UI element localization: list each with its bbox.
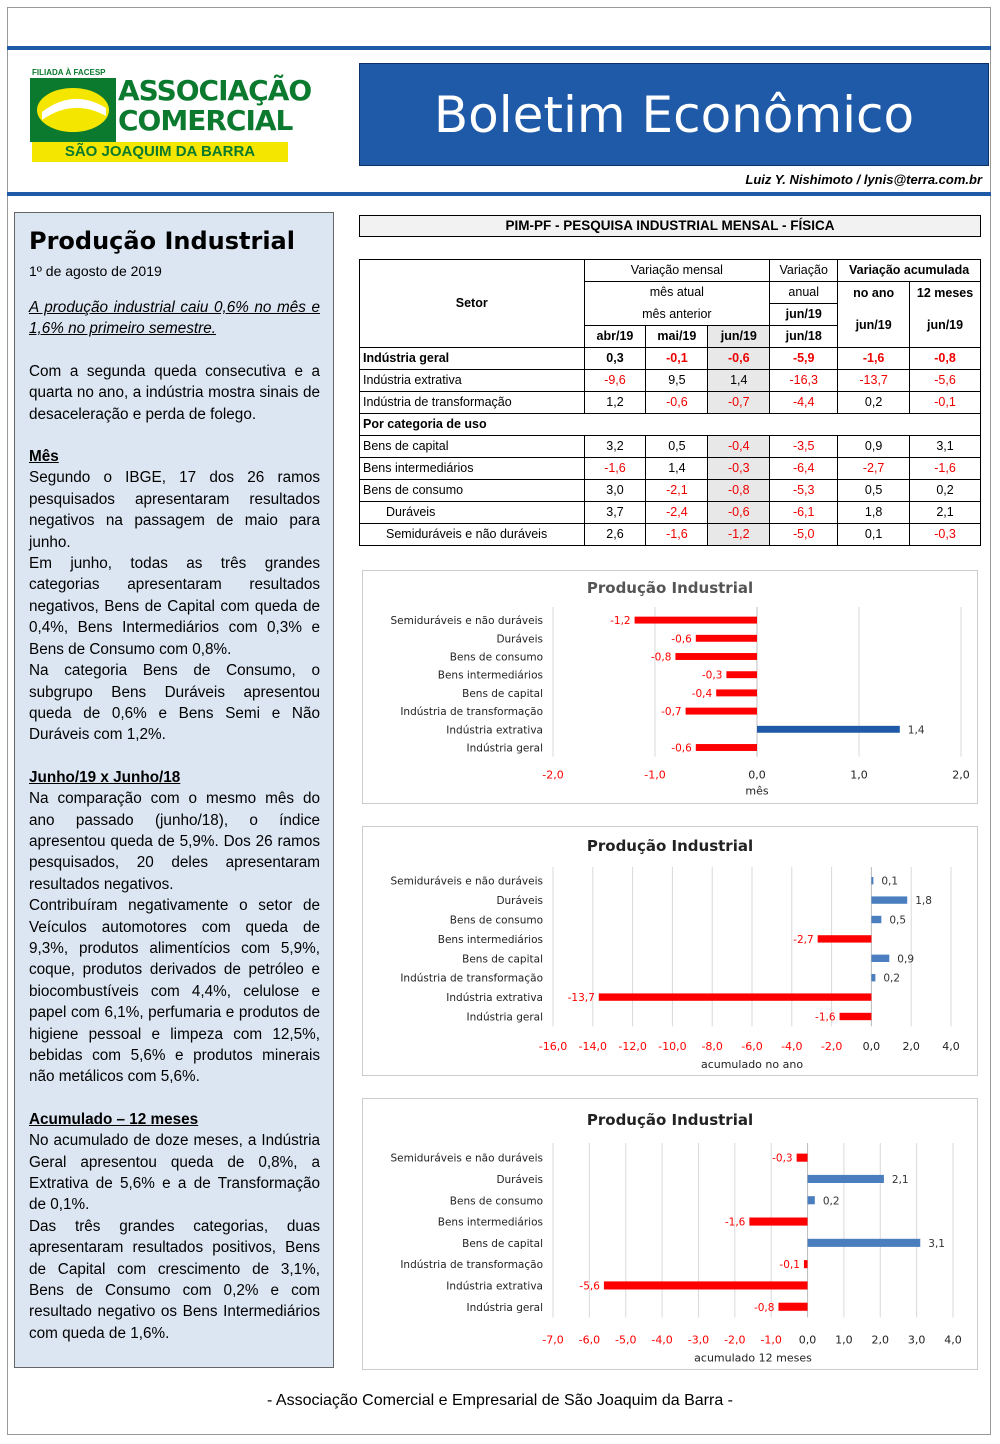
footer-text: - Associação Comercial e Empresarial de São Joaquim da Barra - (267, 1392, 733, 1409)
row-value: -13,7 (838, 370, 910, 392)
data-label: -1,2 (610, 615, 631, 628)
tick-label: 0,0 (748, 768, 766, 782)
row-sector-name: Duráveis (360, 502, 585, 524)
header-var-mensal: Variação mensal (584, 260, 770, 282)
data-label: 0,5 (889, 914, 907, 927)
logo-emblem-icon (30, 78, 116, 142)
row-value: -5,9 (770, 348, 838, 370)
table-row (360, 436, 981, 458)
chart-bar (818, 935, 872, 942)
row-value: 9,5 (646, 370, 708, 392)
row-value: -0,1 (910, 392, 981, 414)
row-value: -0,3 (910, 524, 981, 546)
tick-label: -7,0 (542, 1333, 564, 1347)
row-sector-name: Bens intermediários (360, 458, 585, 480)
table-row (360, 502, 981, 524)
data-label: 3,1 (928, 1237, 945, 1250)
table-row (360, 392, 981, 414)
category-label: Indústria geral (466, 1011, 543, 1024)
row-sector-name: Indústria de transformação (360, 392, 585, 414)
chart-acumulado-12m (362, 1098, 978, 1370)
association-logo (30, 66, 312, 166)
tick-label: -5,0 (614, 1333, 637, 1347)
row-value: 0,2 (838, 392, 910, 414)
category-label: Indústria de transformação (400, 706, 543, 719)
row-value: 1,2 (584, 392, 646, 414)
tick-label: -2,0 (542, 768, 564, 782)
header-12m-label: 12 meses (916, 286, 974, 300)
row-value: 0,5 (838, 480, 910, 502)
category-label: Bens de consumo (449, 651, 543, 664)
row-value: 1,8 (838, 502, 910, 524)
category-label: Indústria geral (466, 1301, 543, 1314)
chart-bar (716, 689, 757, 696)
table-row (360, 524, 981, 546)
row-value: -5,0 (770, 524, 838, 546)
row-value: 0,3 (584, 348, 646, 370)
header-anual: anual (770, 282, 838, 304)
row-value: -1,6 (646, 524, 708, 546)
data-label: -5,6 (579, 1280, 600, 1293)
tick-label: 2,0 (952, 768, 970, 782)
category-label: Indústria de transformação (400, 1259, 543, 1272)
row-value: 3,0 (584, 480, 646, 502)
header-jun18: jun/18 (770, 326, 838, 348)
header-variacao: Variação (770, 260, 838, 282)
chart-bar (696, 744, 757, 751)
x-axis-label: acumulado 12 meses (694, 1351, 812, 1365)
pim-table (359, 259, 981, 546)
section-title-12m: Acumulado – 12 meses (29, 1110, 199, 1128)
row-value: -1,6 (584, 458, 646, 480)
header-mai19: mai/19 (646, 326, 708, 348)
header-jun19-anual: jun/19 (770, 304, 838, 326)
category-label: Bens de consumo (449, 1195, 543, 1208)
header-no-ano-period: jun/19 (855, 318, 892, 332)
category-label: Bens de capital (462, 953, 543, 966)
row-value: -0,4 (708, 436, 770, 458)
chart-svg (363, 1099, 977, 1369)
article-heading: Produção Industrial (29, 227, 295, 255)
section-12m-p1: No acumulado de doze meses, a Indústria Geral apresentou queda de 0,8%, a Extrativa de 5,6% e a de Transformação de 0,1%. (29, 1132, 320, 1214)
data-label: -1,6 (724, 1216, 746, 1229)
data-label: -0,3 (701, 669, 723, 682)
logo-filiada: FILIADA À FACESP (32, 68, 106, 77)
article-date: 1º de agosto de 2019 (29, 263, 162, 279)
data-label: -0,3 (772, 1152, 793, 1165)
tick-label: 2,0 (902, 1040, 920, 1054)
row-sector-name: Indústria geral (360, 348, 585, 370)
tick-label: 2,0 (871, 1333, 890, 1347)
category-label: Semiduráveis e não duráveis (390, 1152, 543, 1165)
data-label: 1,4 (907, 724, 925, 737)
article-lead: A produção industrial caiu 0,6% no mês e 1,6% no primeiro semestre. (29, 299, 320, 338)
header-mes-atual: mês atual (584, 282, 770, 304)
tick-label: -6,0 (741, 1040, 763, 1054)
header-var-acumulada: Variação acumulada (838, 260, 981, 282)
tick-label: 3,0 (907, 1333, 926, 1347)
row-value: 1,4 (708, 370, 770, 392)
logo-city: SÃO JOAQUIM DA BARRA (32, 142, 288, 162)
x-axis-label: acumulado no ano (700, 1058, 804, 1072)
tick-label: -3,0 (687, 1333, 710, 1347)
row-value: -5,3 (770, 480, 838, 502)
tick-label: -4,0 (651, 1333, 673, 1347)
row-value: 3,2 (584, 436, 646, 458)
chart-mes (362, 570, 978, 804)
chart-svg (363, 827, 977, 1075)
tick-label: 4,0 (944, 1333, 962, 1347)
chart-title: Produção Industrial (586, 579, 754, 597)
chart-bar (808, 1175, 884, 1183)
chart-bar (840, 1013, 872, 1020)
header-abr19: abr/19 (584, 326, 646, 348)
row-value: 3,7 (584, 502, 646, 524)
tick-label: -8,0 (701, 1040, 723, 1054)
chart-bar (871, 974, 875, 981)
row-sector-name: Semiduráveis e não duráveis (360, 524, 585, 546)
category-label: Indústria extrativa (446, 1280, 543, 1293)
chart-bar (778, 1303, 807, 1311)
tick-label: -14,0 (578, 1040, 608, 1054)
category-label: Semiduráveis e não duráveis (390, 615, 543, 628)
logo-line-1: ASSOCIAÇÃO (118, 74, 312, 107)
data-label: 0,1 (881, 875, 899, 888)
row-value: 2,1 (910, 502, 981, 524)
tick-label: -2,0 (820, 1040, 843, 1054)
chart-acumulado-ano (362, 826, 978, 1076)
data-label: 0,9 (897, 953, 915, 966)
row-value: -3,5 (770, 436, 838, 458)
title-banner (359, 63, 989, 166)
header-12m-period: jun/19 (926, 318, 964, 332)
category-label: Duráveis (496, 895, 543, 908)
row-value: -4,4 (770, 392, 838, 414)
tick-label: -4,0 (781, 1040, 803, 1054)
chart-title: Produção Industrial (586, 837, 754, 855)
chart-bar (696, 635, 757, 642)
header-jun19: jun/19 (708, 326, 770, 348)
chart-bar (871, 916, 881, 923)
header-divider (7, 192, 991, 196)
header-12m (910, 282, 981, 348)
row-value: -6,4 (770, 458, 838, 480)
tick-label: 0,0 (798, 1333, 817, 1347)
row-value: -6,1 (770, 502, 838, 524)
category-label: Duráveis (496, 633, 543, 646)
row-value: 0,1 (838, 524, 910, 546)
header-setor: Setor (360, 260, 585, 348)
table-row (360, 370, 981, 392)
row-value: -2,1 (646, 480, 708, 502)
row-value: 0,9 (838, 436, 910, 458)
chart-bar (757, 726, 900, 733)
data-label: -0,6 (671, 633, 692, 646)
chart-bar (808, 1239, 921, 1247)
chart-bar (599, 993, 872, 1000)
tick-label: -10,0 (658, 1040, 687, 1054)
header-no-ano-label: no ano (853, 286, 895, 300)
section-month-p2: Em junho, todas as três grandes categorias apresentaram resultados negativos, Bens de Capital com queda de 0,4%, Bens Intermediários com 0,3% e Bens de Consumo com 0,8%. (29, 555, 320, 658)
section-yoy-p1: Na comparação com o mesmo mês do ano passado (junho/18), o índice apresentou queda de 5,9%. Dos 26 ramos pesquisados, 20 deles apresentaram resultados negativos. (29, 790, 320, 893)
tick-label: 1,0 (850, 768, 868, 782)
chart-bar (797, 1154, 808, 1162)
row-value: -1,6 (910, 458, 981, 480)
data-label: -0,7 (661, 706, 682, 719)
tick-label: 1,0 (835, 1333, 853, 1347)
row-value: -5,6 (910, 370, 981, 392)
tick-label: -2,0 (724, 1333, 746, 1347)
chart-bar (686, 708, 757, 715)
data-label: 0,2 (883, 972, 901, 985)
header-mes-anterior: mês anterior (584, 304, 770, 326)
row-value: -1,6 (838, 348, 910, 370)
table-row (360, 480, 981, 502)
category-label: Por categoria de uso (360, 414, 981, 436)
tick-label: -16,0 (538, 1040, 568, 1054)
section-month-p1: Segundo o IBGE, 17 dos 26 ramos pesquisados apresentaram resultados negativos na passagem de maio para junho. (29, 469, 320, 551)
category-label: Duráveis (496, 1173, 543, 1186)
author-credit: Luiz Y. Nishimoto / lynis@terra.com.br (745, 172, 982, 187)
x-axis-label: mês (745, 784, 769, 798)
category-label: Bens de capital (462, 1237, 543, 1250)
chart-bar (804, 1260, 808, 1268)
section-12m-p2: Das três grandes categorias, duas apresentaram resultados positivos, Bens de Capital com crescimento de 3,1%, Bens de Consumo com 0,2% e com resultado negativo os Bens Intermediários com queda de 1,6%. (29, 1217, 320, 1342)
table-title: PIM-PF - PESQUISA INDUSTRIAL MENSAL - FÍSICA (359, 215, 981, 237)
table-row (360, 458, 981, 480)
chart-bar (726, 671, 757, 678)
tick-label: -1,0 (644, 768, 666, 782)
row-value: 1,4 (646, 458, 708, 480)
top-divider (7, 46, 991, 50)
row-value: -9,6 (584, 370, 646, 392)
tick-label: -6,0 (578, 1333, 601, 1347)
data-label: 1,8 (915, 895, 932, 908)
row-sector-name: Bens de consumo (360, 480, 585, 502)
chart-bar (749, 1218, 807, 1226)
section-month-p3: Na categoria Bens de Consumo, o subgrupo Bens Duráveis apresentou queda de 0,6% e Bens Semi e Não Duráveis com 1,2%. (29, 662, 320, 744)
section-title-yoy: Junho/19 x Junho/18 (29, 768, 181, 786)
chart-bar (808, 1196, 815, 1204)
row-value: -0,3 (708, 458, 770, 480)
category-label: Semiduráveis e não duráveis (390, 875, 543, 888)
chart-bar (635, 617, 757, 624)
row-value: -0,6 (646, 392, 708, 414)
row-value: -0,1 (646, 348, 708, 370)
data-label: -0,6 (671, 742, 692, 755)
category-label: Bens intermediários (437, 1216, 543, 1229)
row-sector-name: Indústria extrativa (360, 370, 585, 392)
chart-bar (604, 1281, 808, 1289)
row-value: -2,7 (838, 458, 910, 480)
category-label: Indústria extrativa (446, 724, 543, 737)
row-value: -0,7 (708, 392, 770, 414)
data-label: -0,1 (779, 1259, 800, 1272)
table-row (360, 348, 981, 370)
tick-label: -12,0 (618, 1040, 647, 1054)
row-value: -2,4 (646, 502, 708, 524)
chart-svg (363, 571, 977, 803)
data-label: -1,6 (815, 1011, 836, 1024)
data-label: -13,7 (567, 992, 595, 1005)
tick-label: 4,0 (942, 1040, 960, 1054)
category-label: Bens intermediários (437, 669, 543, 682)
row-value: -0,8 (910, 348, 981, 370)
chart-bar (871, 896, 907, 903)
article-panel (14, 212, 334, 1368)
row-value: -0,6 (708, 502, 770, 524)
data-label: -2,7 (793, 933, 814, 946)
data-label: -0,4 (691, 687, 713, 700)
row-value: 2,6 (584, 524, 646, 546)
chart-bar (871, 955, 889, 962)
data-label: 0,2 (822, 1195, 840, 1208)
category-label: Bens intermediários (437, 933, 543, 946)
category-label: Bens de consumo (449, 914, 543, 927)
category-label: Indústria extrativa (446, 992, 543, 1005)
row-value: -1,2 (708, 524, 770, 546)
header-no-ano (838, 282, 910, 348)
chart-bar (675, 653, 757, 660)
row-value: -0,8 (708, 480, 770, 502)
category-label: Bens de capital (462, 687, 543, 700)
section-title-month: Mês (29, 448, 59, 466)
data-label: -0,8 (650, 651, 672, 664)
row-sector-name: Bens de capital (360, 436, 585, 458)
chart-bar (871, 877, 873, 884)
tick-label: 0,0 (862, 1040, 881, 1054)
tick-label: -1,0 (760, 1333, 782, 1347)
bulletin-title: Boletim Econômico (433, 86, 915, 144)
category-label: Indústria de transformação (400, 972, 543, 985)
data-label: -0,8 (753, 1301, 775, 1314)
row-value: 0,5 (646, 436, 708, 458)
category-label: Indústria geral (466, 742, 543, 755)
row-value: 3,1 (910, 436, 981, 458)
chart-title: Produção Industrial (586, 1111, 754, 1129)
row-value: 0,2 (910, 480, 981, 502)
data-label: 2,1 (891, 1173, 909, 1186)
logo-line-2: COMERCIAL (118, 104, 293, 137)
row-value: -16,3 (770, 370, 838, 392)
row-value: -0,6 (708, 348, 770, 370)
section-yoy-p2: Contribuíram negativamente o setor de Veículos automotores com queda de 9,3%, produtos alimentícios com 5,9%, coque, produtos derivados de petróleo e biocombustíveis com 4,4%, celulose e papel com 6,1%, perfumaria e produtos de higiene pessoal e limpeza com 12,5%, bebidas com 5,6% e produtos minerais não metálicos com 5,6%. (29, 897, 320, 1086)
article-intro: Com a segunda queda consecutiva e a quarta no ano, a indústria mostra sinais de desaceleração e perda de folego. (29, 362, 320, 423)
